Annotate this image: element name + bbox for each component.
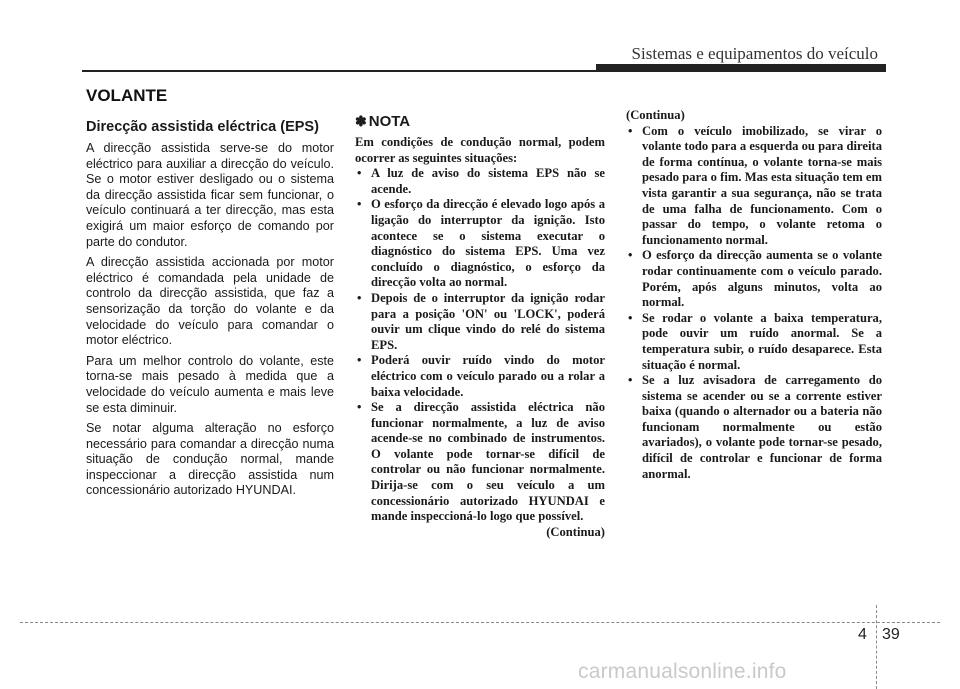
note-intro: Em condições de condução normal, podem ocorrer as seguintes situações: — [355, 135, 605, 165]
paragraph: A direcção assistida accionada por motor eléctrico é comandada pela unidade de controlo da direcção assistida, que faz a sensorização da torção do volante e da velocidade do veículo para comandar o motor eléctrico. — [86, 255, 334, 348]
running-header: Sistemas e equipamentos do veículo — [631, 44, 878, 63]
subsection-heading: Direcção assistida eléctrica (EPS) — [86, 119, 319, 135]
note-title-text: NOTA — [368, 113, 411, 130]
note-list — [355, 166, 605, 525]
left-column — [86, 118, 334, 504]
footer-rule — [20, 622, 940, 623]
list-item: • Se a luz avisadora de carregamento do sistema se acender ou se a corrente estiver baixa (quando o alternador ou a bateria não funcionam normalmente ou estão avariados), o volante pode tornar-se pesado, difícil de controlar e funcionar de forma anormal. — [626, 373, 882, 482]
footer-divider — [876, 605, 877, 689]
paragraph: Para um melhor controlo do volante, este torna-se mais pesado à medida que a velocidade do veículo aumenta e mais leve se esta diminuir. — [86, 353, 334, 415]
note-star-icon: ✽ — [355, 113, 367, 129]
list-item: • A luz de aviso do sistema EPS não se acende. — [355, 166, 605, 197]
note-continued-column — [626, 108, 882, 482]
continued-label: (Continua) — [626, 108, 685, 122]
paragraph: A direcção assistida serve-se do motor eléctrico para auxiliar a direcção do veículo. Se o motor estiver desligado ou o sistema da direcção assistida ficar sem funcionar, o veículo continuará a ter direcção, mas esta exigirá um maior esforço de comando por parte do condutor. — [86, 141, 334, 249]
chapter-number: 4 — [858, 626, 867, 643]
section-title: VOLANTE — [86, 86, 168, 105]
page-number: 39 — [882, 626, 900, 643]
list-item: • Se rodar o volante a baixa temperatura, pode ouvir um ruído anormal. Se a temperatura subir, o ruído desaparece. Esta situação é normal. — [626, 311, 882, 373]
note-column — [355, 112, 605, 540]
list-item: • Com o veículo imobilizado, se virar o volante todo para a esquerda ou para direita de forma contínua, o volante torna-se mais pesado para o fim. Mas esta situação tem em vista garantir a sua segurança, não se trata de uma falha de funcionamento. Com o passar do tempo, o volante retoma o funcionamento normal. — [626, 124, 882, 249]
list-item: • Se a direcção assistida eléctrica não funcionar normalmente, a luz de aviso acende-se no combinado de instrumentos. O volante pode tornar-se difícil de controlar ou não funcionar normalmente. Dirija-se com o seu veículo a um concessionário autorizado HYUNDAI e mande inspeccioná-lo logo que possível. — [355, 400, 605, 525]
header-rule — [82, 70, 882, 72]
list-item: • O esforço da direcção aumenta se o volante rodar continuamente com o veículo parado. Porém, após alguns minutos, volta ao normal. — [626, 248, 882, 310]
list-item: • Poderá ouvir ruído vindo do motor eléctrico com o veículo parado ou a rolar a baixa velocidade. — [355, 353, 605, 400]
paragraph: Se notar alguma alteração no esforço necessário para comandar a direcção numa situação de condução normal, mande inspeccionar a direcção assistida num concessionário autorizado HYUNDAI. — [86, 421, 334, 498]
note-title — [355, 112, 605, 131]
continued-label: (Continua) — [546, 524, 605, 539]
watermark: carmanualsonline.info — [578, 660, 787, 683]
list-item: • Depois de o interruptor da ignição rodar para a posição 'ON' ou 'LOCK', poderá ouvir um clique vindo do relé do sistema EPS. — [355, 291, 605, 353]
note-list — [626, 124, 882, 483]
list-item: • O esforço da direcção é elevado logo após a ligação do interruptor da ignição. Isto acontece se o sistema executar o diagnóstico do sistema EPS. Uma vez concluído o diagnóstico, o esforço da direcção volta ao normal. — [355, 197, 605, 291]
